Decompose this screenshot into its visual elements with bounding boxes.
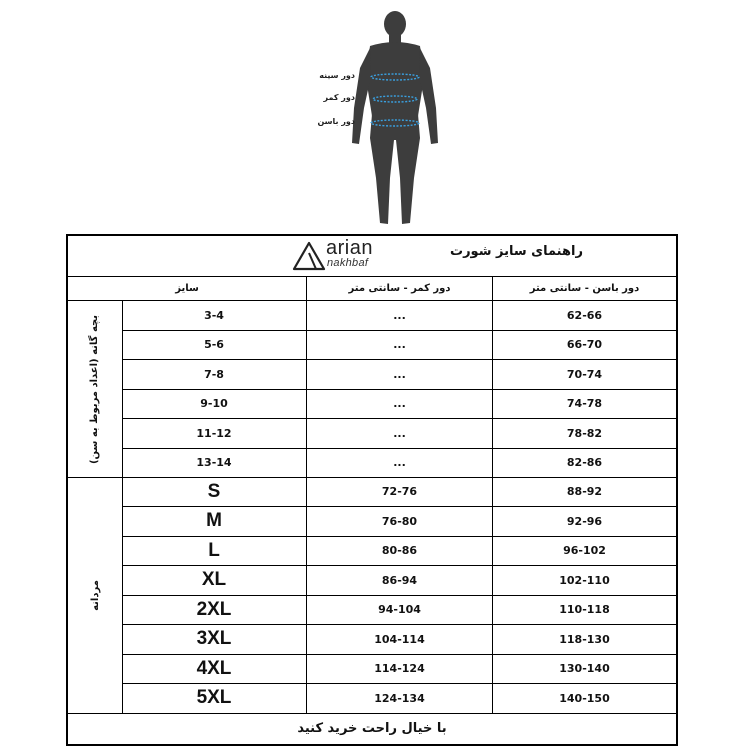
table-title-row (68, 236, 676, 276)
table-cell-hip: 82-86 (566, 456, 603, 469)
header-size: سایز (175, 282, 199, 294)
men-group-label: مردانه (89, 580, 101, 611)
table-cell-waist: 76-80 (381, 514, 418, 528)
table-cell-waist: ... (393, 456, 406, 469)
waist-label: دور کمر (323, 93, 355, 102)
table-cell-hip: 140-150 (559, 691, 610, 705)
table-cell-waist: 86-94 (381, 573, 418, 587)
table-cell-hip: 88-92 (566, 485, 603, 498)
size-table (66, 234, 678, 746)
table-cell-hip: 118-130 (559, 632, 610, 646)
table-cell-size: M (206, 510, 222, 531)
table-cell-hip: 130-140 (559, 662, 610, 675)
brand-logo (292, 239, 382, 273)
table-cell-waist: 104-114 (374, 632, 425, 646)
table-cell-hip: 78-82 (566, 426, 603, 440)
triangle-logo-icon (292, 241, 326, 271)
table-cell-hip: 74-78 (566, 397, 603, 410)
chest-label: دور سینه (319, 71, 355, 80)
table-cell-waist: ... (393, 397, 406, 410)
logo-subword: nakhbaf (327, 257, 369, 269)
table-cell-size: 5XL (196, 687, 232, 708)
table-cell-size: 13-14 (196, 456, 232, 469)
table-cell-size: L (208, 539, 220, 561)
table-cell-waist: ... (393, 367, 406, 381)
header-hip: دور باسن - سانتی متر (529, 282, 640, 294)
hip-label: دور باسن (317, 117, 355, 126)
table-cell-waist: 72-76 (381, 485, 418, 498)
human-silhouette-icon (340, 8, 450, 233)
table-cell-hip: 110-118 (559, 603, 610, 616)
table-cell-hip: 66-70 (566, 338, 603, 351)
table-cell-hip: 92-96 (566, 514, 603, 528)
logo-word: arian (326, 237, 373, 259)
header-waist: دور کمر - سانتی متر (348, 282, 451, 294)
table-title: راهنمای سایز شورت (450, 244, 583, 259)
table-cell-waist: 114-124 (374, 662, 425, 675)
table-cell-size: 4XL (196, 657, 232, 679)
table-cell-waist: 94-104 (378, 603, 421, 616)
table-cell-size: XL (201, 569, 227, 590)
table-cell-hip: 70-74 (566, 367, 603, 381)
table-cell-size: 2XL (196, 598, 232, 620)
table-cell-hip: 62-66 (566, 308, 603, 322)
table-cell-waist: ... (393, 308, 406, 322)
table-cell-waist: ... (393, 338, 406, 351)
table-cell-waist: 80-86 (381, 544, 418, 557)
body-figure (340, 8, 450, 233)
table-cell-waist: 124-134 (374, 691, 425, 705)
table-cell-hip: 102-110 (559, 573, 610, 587)
kids-group-label: بچه گانه (اعداد مربوط به سن) (89, 314, 101, 464)
table-cell-size: 9-10 (200, 397, 228, 410)
footer-slogan: با خیال راحت خرید کنید (297, 720, 447, 736)
table-cell-size: 11-12 (196, 426, 232, 440)
table-cell-hip: 96-102 (563, 544, 606, 557)
table-cell-waist: ... (393, 426, 406, 440)
table-cell-size: 7-8 (204, 367, 224, 381)
table-cell-size: 3XL (196, 628, 232, 649)
table-cell-size: 3-4 (204, 308, 224, 322)
table-cell-size: S (207, 480, 221, 502)
table-cell-size: 5-6 (204, 338, 224, 351)
